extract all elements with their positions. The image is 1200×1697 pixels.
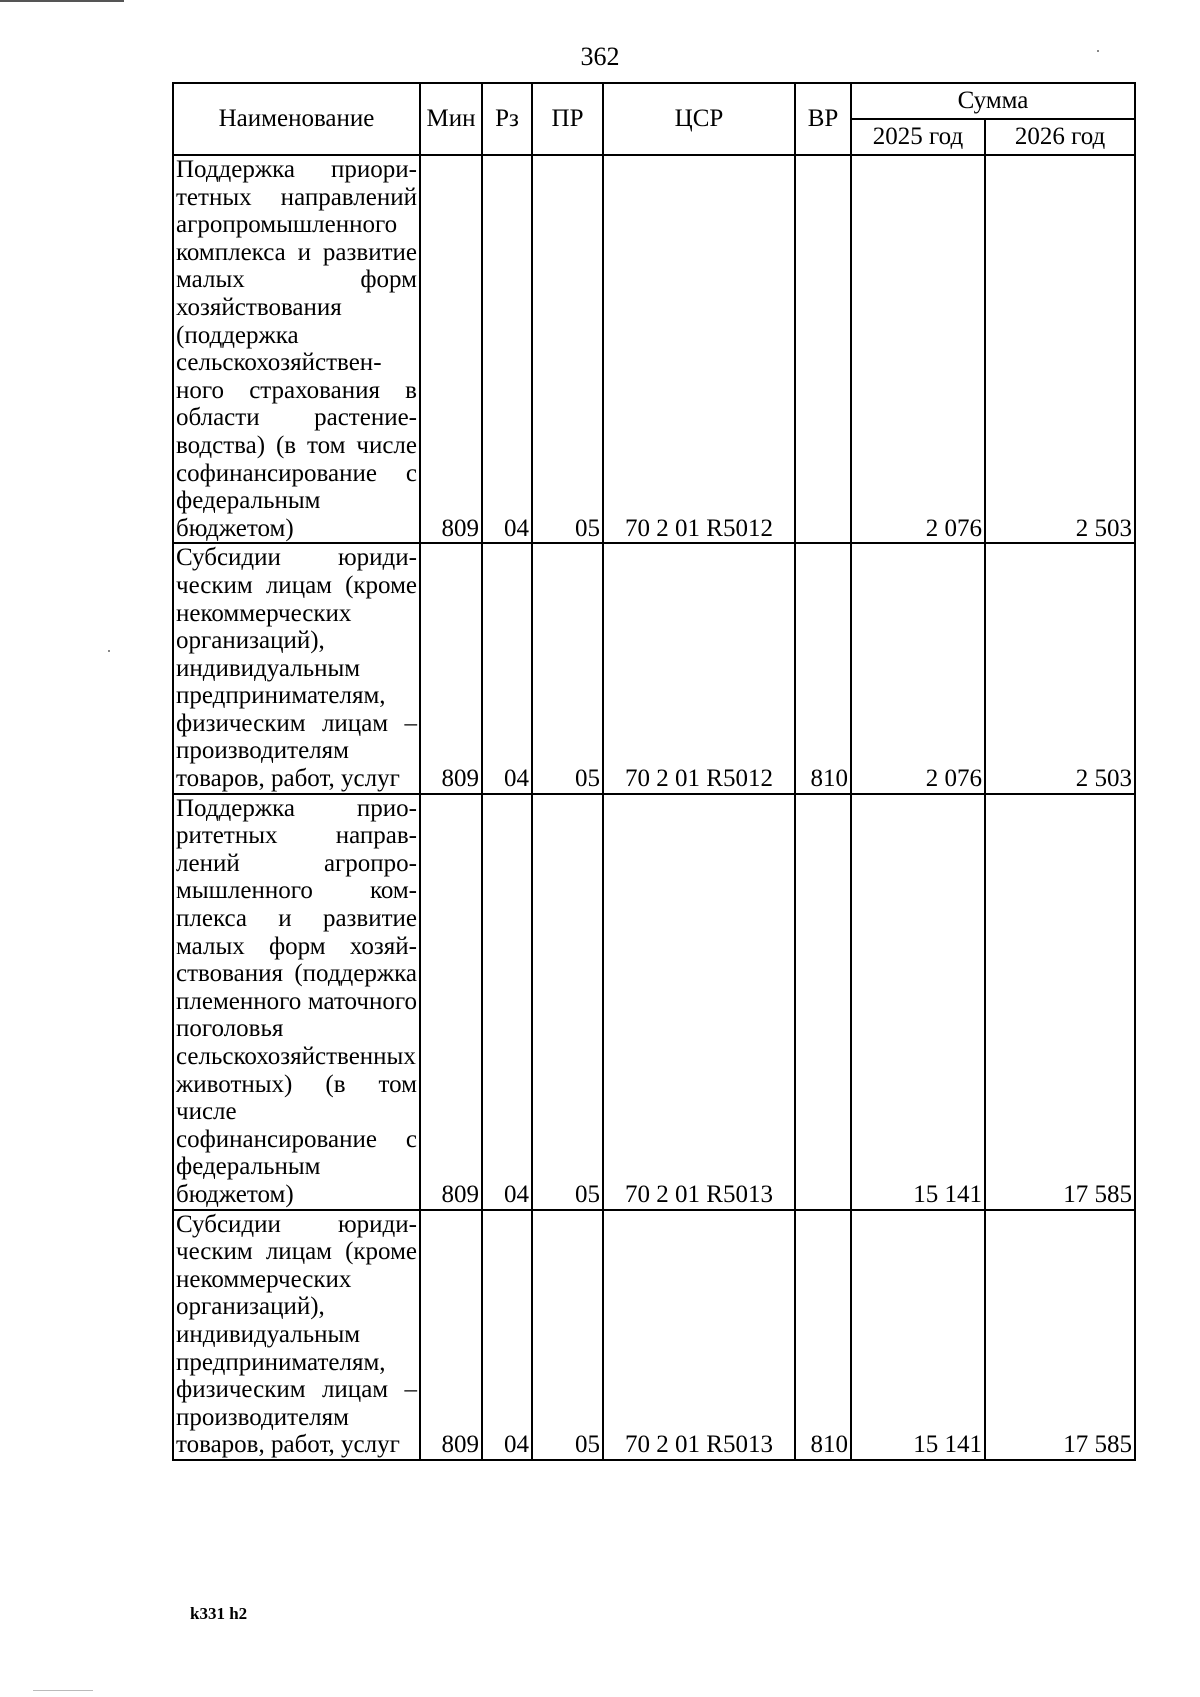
header-sum: Сумма xyxy=(851,83,1135,119)
scan-artifact-dot xyxy=(1097,50,1099,52)
row-rz: 04 xyxy=(482,155,532,543)
header-csr: ЦСР xyxy=(603,83,795,155)
budget-table xyxy=(172,82,1136,1461)
row-min: 809 xyxy=(420,543,482,793)
scan-artifact-dot xyxy=(108,650,110,652)
row-sum-2026: 17 585 xyxy=(985,1210,1135,1460)
header-min: Мин xyxy=(420,83,482,155)
header-vr: ВР xyxy=(795,83,851,155)
row-vr xyxy=(795,155,851,543)
table-body xyxy=(173,155,1135,1460)
row-min: 809 xyxy=(420,1210,482,1460)
header-year-2026: 2026 год xyxy=(985,119,1135,155)
header-pr: ПР xyxy=(532,83,603,155)
row-pr: 05 xyxy=(532,155,603,543)
row-name: Субсидии юридическим лицам (кроме некоммерческих организаций), индивидуальным предпринимателям, физическим лицам – производителям товаров, работ, услуг xyxy=(173,1210,420,1460)
row-csr: 70 2 01 R5012 xyxy=(603,155,795,543)
table-row xyxy=(173,794,1135,1210)
row-pr: 05 xyxy=(532,1210,603,1460)
row-csr: 70 2 01 R5013 xyxy=(603,794,795,1210)
row-sum-2026: 2 503 xyxy=(985,543,1135,793)
row-name: Поддержка приоритетных направлений агропромышленного комплекса и развитие малых форм хозяйствования (поддержка племенного маточного поголовья сельскохозяйственных животных) (в том числе софинансирование с федеральным бюджетом) xyxy=(173,794,420,1210)
row-vr xyxy=(795,794,851,1210)
row-sum-2025: 2 076 xyxy=(851,543,985,793)
row-pr: 05 xyxy=(532,794,603,1210)
footer-document-code: k331 h2 xyxy=(190,1604,248,1623)
table-row xyxy=(173,155,1135,543)
row-min: 809 xyxy=(420,794,482,1210)
row-sum-2026: 17 585 xyxy=(985,794,1135,1210)
scan-artifact-dot xyxy=(33,1690,93,1691)
row-rz: 04 xyxy=(482,543,532,793)
header-name: Наименование xyxy=(173,83,420,155)
row-sum-2025: 15 141 xyxy=(851,1210,985,1460)
row-name: Субсидии юридическим лицам (кроме некоммерческих организаций), индивидуальным предпринимателям, физическим лицам – производителям товаров, работ, услуг xyxy=(173,543,420,793)
header-rz: Рз xyxy=(482,83,532,155)
row-rz: 04 xyxy=(482,1210,532,1460)
row-name: Поддержка приоритетных направлений агропромышленного комплекса и развитие малых форм хозяйствования (поддержка сельскохозяйственного страхования в области растениеводства) (в том числе софинансирование с федеральным бюджетом) xyxy=(173,155,420,543)
row-sum-2026: 2 503 xyxy=(985,155,1135,543)
row-sum-2025: 15 141 xyxy=(851,794,985,1210)
page-number: 362 xyxy=(580,42,620,71)
row-vr: 810 xyxy=(795,1210,851,1460)
row-rz: 04 xyxy=(482,794,532,1210)
row-vr: 810 xyxy=(795,543,851,793)
row-csr: 70 2 01 R5012 xyxy=(603,543,795,793)
table-row xyxy=(173,1210,1135,1460)
row-pr: 05 xyxy=(532,543,603,793)
table-header xyxy=(173,83,1135,155)
table-row xyxy=(173,543,1135,793)
scan-artifact-line xyxy=(0,0,124,2)
row-csr: 70 2 01 R5013 xyxy=(603,1210,795,1460)
row-min: 809 xyxy=(420,155,482,543)
header-year-2025: 2025 год xyxy=(851,119,985,155)
row-sum-2025: 2 076 xyxy=(851,155,985,543)
